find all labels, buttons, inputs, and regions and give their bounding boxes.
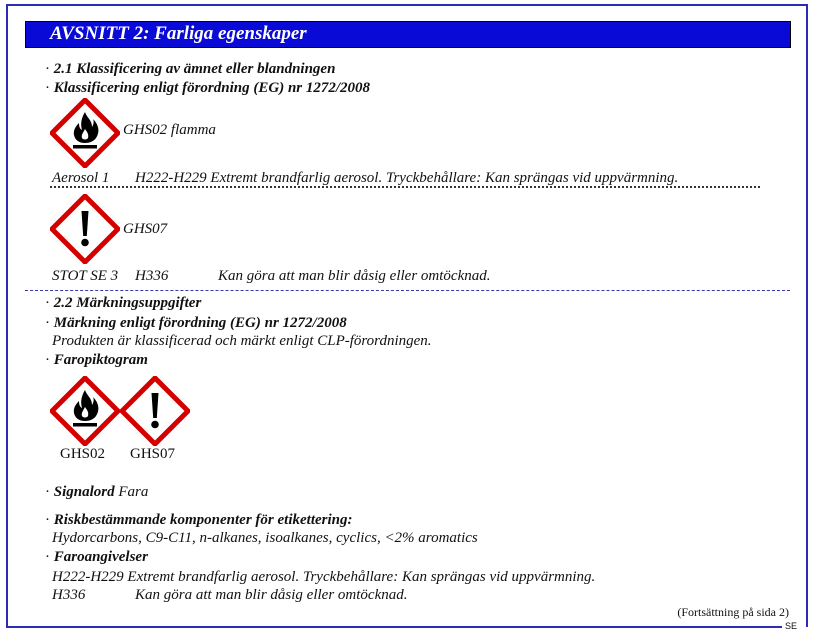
class2-category: STOT SE 3 <box>52 268 119 284</box>
pictograms-heading-line: · Faropiktogram <box>45 352 148 368</box>
class1-category: Aerosol 1 <box>52 170 110 186</box>
continuation-note: (Fortsättning på sida 2) <box>677 605 789 619</box>
s21-regulation-line: · Klassificering enligt förordning (EG) nr 1272/2008 <box>45 80 371 96</box>
hazard-statement-1: H222-H229 Extremt brandfarlig aerosol. Tryckbehållare: Kan sprängas vid uppvärmning. <box>52 569 596 585</box>
s22-regulation-line: · Märkning enligt förordning (EG) nr 1272/2008 <box>45 315 347 331</box>
class2-code: H336 <box>135 268 169 284</box>
s21-heading: 2.1 Klassificering av ämnet eller blandningen <box>53 61 336 77</box>
section-title: AVSNITT 2: Farliga egenskaper <box>50 23 307 44</box>
pictogram-label-ghs07: GHS07 <box>130 446 176 462</box>
page-code: SE <box>785 621 798 631</box>
class2-text: Kan göra att man blir dåsig eller omtöcknad. <box>218 268 491 284</box>
hazard-heading-line: · Faroangivelser <box>45 549 148 565</box>
hazard-statement-2-text: Kan göra att man blir dåsig eller omtöcknad. <box>135 587 408 603</box>
signal-word: Fara <box>118 484 149 500</box>
pictogram-label-ghs02: GHS02 <box>60 446 106 462</box>
s22-regulation: Märkning enligt förordning (EG) nr 1272/2008 <box>53 315 347 331</box>
section-header <box>25 21 791 48</box>
picto2-label: GHS07 <box>123 221 168 237</box>
components-text: Hydorcarbons, C9-C11, n-alkanes, isoalkanes, cyclics, <2% aromatics <box>52 530 478 546</box>
hazard-statement-2-code: H336 <box>52 587 86 603</box>
s21-heading-line: · 2.1 Klassificering av ämnet eller blandningen <box>45 61 336 77</box>
components-heading-line: · Riskbestämmande komponenter för etikettering: <box>45 512 353 528</box>
flame-pictogram-icon <box>50 376 120 446</box>
signal-word-line: · Signalord Fara <box>45 484 149 500</box>
dotted-separator <box>50 186 760 188</box>
dashed-separator <box>25 290 790 291</box>
exclamation-pictogram-icon <box>50 194 120 264</box>
exclamation-pictogram-icon <box>120 376 190 446</box>
s22-heading: 2.2 Märkningsuppgifter <box>53 295 202 311</box>
components-heading: Riskbestämmande komponenter för etikettering: <box>53 512 353 528</box>
s22-heading-line: · 2.2 Märkningsuppgifter <box>45 295 202 311</box>
hazard-heading: Faroangivelser <box>53 549 148 565</box>
signal-word-label: Signalord <box>53 484 115 500</box>
s22-regulation-note: Produkten är klassificerad och märkt enligt CLP-förordningen. <box>52 333 432 349</box>
class1-statement: H222-H229 Extremt brandfarlig aerosol. Tryckbehållare: Kan sprängas vid uppvärmning. <box>135 170 679 186</box>
s21-regulation: Klassificering enligt förordning (EG) nr 1272/2008 <box>53 80 371 96</box>
flame-pictogram-icon <box>50 98 120 168</box>
pictograms-heading: Faropiktogram <box>53 352 148 368</box>
picto1-label: GHS02 flamma <box>123 122 216 138</box>
bottom-rule <box>6 626 782 628</box>
